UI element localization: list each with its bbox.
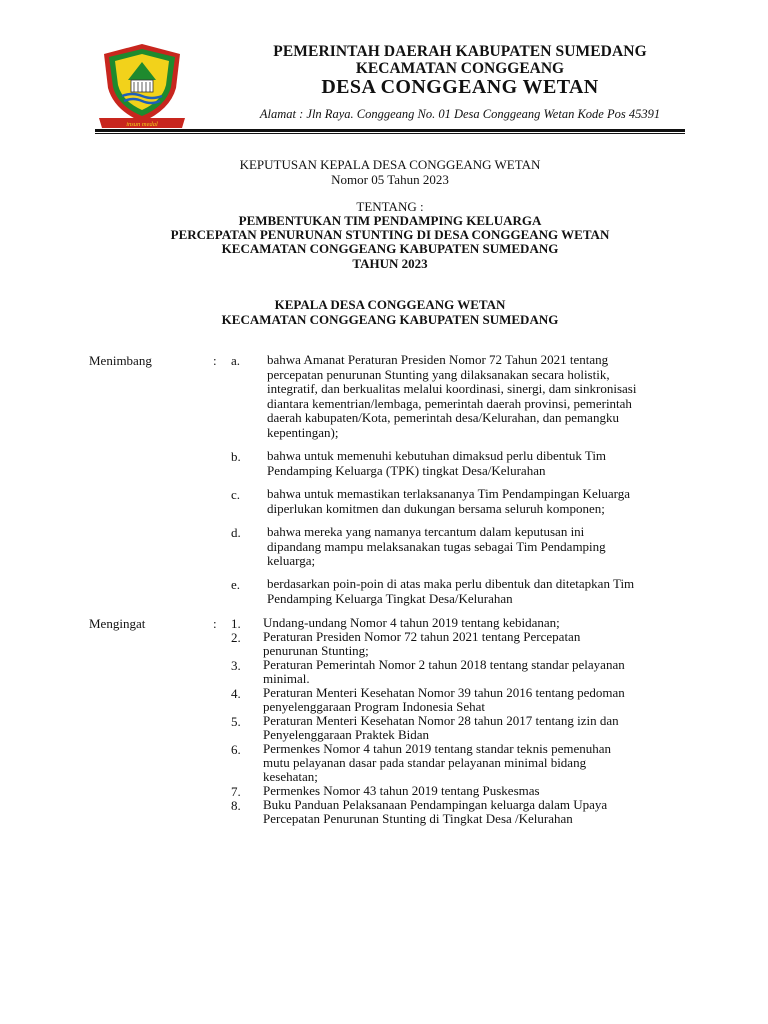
menimbang-item-line: Pendamping Keluarga Tingkat Desa/Kelurahan <box>267 590 513 606</box>
menimbang-item-marker: d. <box>231 525 241 540</box>
mengingat-item-text <box>263 630 697 658</box>
subject-line-4: TAHUN 2023 <box>352 256 428 271</box>
mengingat-item-marker: 1. <box>231 616 241 631</box>
mengingat-item-line: minimal. <box>263 670 310 686</box>
decree-number: Nomor 05 Tahun 2023 <box>331 172 449 187</box>
menimbang-item-line: keluarga; <box>267 553 316 569</box>
menimbang-item-marker: e. <box>231 577 241 592</box>
menimbang-item-text <box>267 353 697 441</box>
mengingat-item-marker: 4. <box>231 686 241 701</box>
menimbang-item-line: bahwa untuk memastikan terlaksananya Tim Pendampingan Keluarga <box>267 486 630 501</box>
letterhead-divider-thin <box>95 133 685 134</box>
menimbang-item-line: percepatan penurunan Stunting yang dilaksanakan secara holistik, <box>267 366 610 382</box>
subject-line-2: PERCEPATAN PENURUNAN STUNTING DI DESA CONGGEANG WETAN <box>170 227 610 242</box>
menimbang-item-line: diperlukan komitmen dan dukungan bersama seluruh komponen; <box>267 500 605 516</box>
mengingat-item-text <box>263 798 697 826</box>
menimbang-item-text <box>267 525 697 569</box>
menimbang-item-marker: c. <box>231 487 241 502</box>
mengingat-item-line: Peraturan Menteri Kesehatan Nomor 28 tahun 2017 tentang izin dan <box>263 713 619 728</box>
mengingat-item-line: penyelenggaraan Program Indonesia Sehat <box>263 698 486 714</box>
mengingat-colon: : <box>213 616 217 631</box>
mengingat-item-text <box>263 658 697 686</box>
menimbang-item-line: bahwa untuk memenuhi kebutuhan dimaksud perlu dibentuk Tim <box>267 448 607 463</box>
menimbang-item-marker: a. <box>231 353 241 368</box>
mengingat-item-line: kesehatan; <box>263 768 318 784</box>
menimbang-item-text <box>267 577 697 606</box>
mengingat-item-text <box>263 784 697 798</box>
mengingat-item-text <box>263 742 697 783</box>
mengingat-item-text <box>263 714 697 742</box>
menimbang-item-line: daerah kabupaten/Kota, pemerintah desa/Kelurahan, dan pemangku <box>267 410 619 426</box>
mengingat-item-line: Permenkes Nomor 4 tahun 2019 tentang standar teknis pemenuhan <box>263 741 612 756</box>
menimbang-colon: : <box>213 353 217 368</box>
mengingat-item-line: penurunan Stunting; <box>263 642 369 658</box>
crest-motto: insun medal <box>126 121 158 128</box>
mengingat-item-text <box>263 616 697 630</box>
menimbang-item-text <box>267 449 697 478</box>
mengingat-item-line: Permenkes Nomor 43 tahun 2019 tentang Puskesmas <box>263 783 540 798</box>
menimbang-item-line: kepentingan); <box>267 424 339 440</box>
subject-line-3: KECAMATAN CONGGEANG KABUPATEN SUMEDANG <box>221 241 559 256</box>
mengingat-item-marker: 3. <box>231 658 241 673</box>
menimbang-item-line: bahwa mereka yang namanya tercantum dalam keputusan ini <box>267 524 585 539</box>
district-name: KECAMATAN CONGGEANG <box>355 60 565 77</box>
mengingat-item-text <box>263 686 697 714</box>
issuer-line-2: KECAMATAN CONGGEANG KABUPATEN SUMEDANG <box>221 312 559 327</box>
issuer-line-1: KEPALA DESA CONGGEANG WETAN <box>274 297 506 312</box>
menimbang-item-line: bahwa Amanat Peraturan Presiden Nomor 72 Tahun 2021 tentang <box>267 352 609 367</box>
menimbang-item-line: berdasarkan poin-poin di atas maka perlu dibentuk dan ditetapkan Tim <box>267 576 635 591</box>
menimbang-item-line: dipandang mampu melaksanakan tugas sebagai Tim Pendamping <box>267 538 606 554</box>
mengingat-item-marker: 8. <box>231 798 241 813</box>
menimbang-item-text <box>267 487 697 516</box>
mengingat-item-line: Undang-undang Nomor 4 tahun 2019 tentang kebidanan; <box>263 615 560 630</box>
menimbang-item-line: integratif, dan berkualitas melalui koordinasi, sinergi, dam sinkronisasi <box>267 381 637 397</box>
village-address: Alamat : Jln Raya. Conggeang No. 01 Desa Conggeang Wetan Kode Pos 45391 <box>259 107 661 121</box>
subject-line-1: PEMBENTUKAN TIM PENDAMPING KELUARGA <box>238 213 542 228</box>
letterhead-divider <box>95 129 685 132</box>
mengingat-item-line: Penyelenggaraan Praktek Bidan <box>263 726 430 742</box>
decree-heading: KEPUTUSAN KEPALA DESA CONGGEANG WETAN <box>239 157 541 172</box>
mengingat-item-line: mutu pelayanan dasar pada standar pelayanan minimal bidang <box>263 754 587 770</box>
village-name: DESA CONGGEANG WETAN <box>321 76 599 98</box>
mengingat-item-marker: 2. <box>231 630 241 645</box>
mengingat-item-marker: 6. <box>231 742 241 757</box>
mengingat-item-line: Peraturan Pemerintah Nomor 2 tahun 2018 tentang standar pelayanan <box>263 657 625 672</box>
sumedang-regency-crest-icon <box>96 40 188 132</box>
mengingat-item-line: Peraturan Menteri Kesehatan Nomor 39 tahun 2016 tentang pedoman <box>263 685 625 700</box>
menimbang-item-marker: b. <box>231 449 241 464</box>
menimbang-item-line: diantara kementrian/lembaga, pemerintah daerah provinsi, pemerintah <box>267 395 632 411</box>
mengingat-item-line: Buku Panduan Pelaksanaan Pendampingan keluarga dalam Upaya <box>263 797 608 812</box>
mengingat-item-marker: 7. <box>231 784 241 799</box>
mengingat-item-line: Peraturan Presiden Nomor 72 tahun 2021 tentang Percepatan <box>263 629 581 644</box>
about-label: TENTANG : <box>356 199 424 214</box>
government-name: PEMERINTAH DAERAH KABUPATEN SUMEDANG <box>273 43 647 60</box>
mengingat-label: Mengingat <box>89 616 146 631</box>
menimbang-label: Menimbang <box>89 353 152 368</box>
menimbang-item-line: Pendamping Keluarga (TPK) tingkat Desa/Kelurahan <box>267 462 546 478</box>
mengingat-item-marker: 5. <box>231 714 241 729</box>
mengingat-item-line: Percepatan Penurunan Stunting di Tingkat Desa /Kelurahan <box>263 810 573 826</box>
